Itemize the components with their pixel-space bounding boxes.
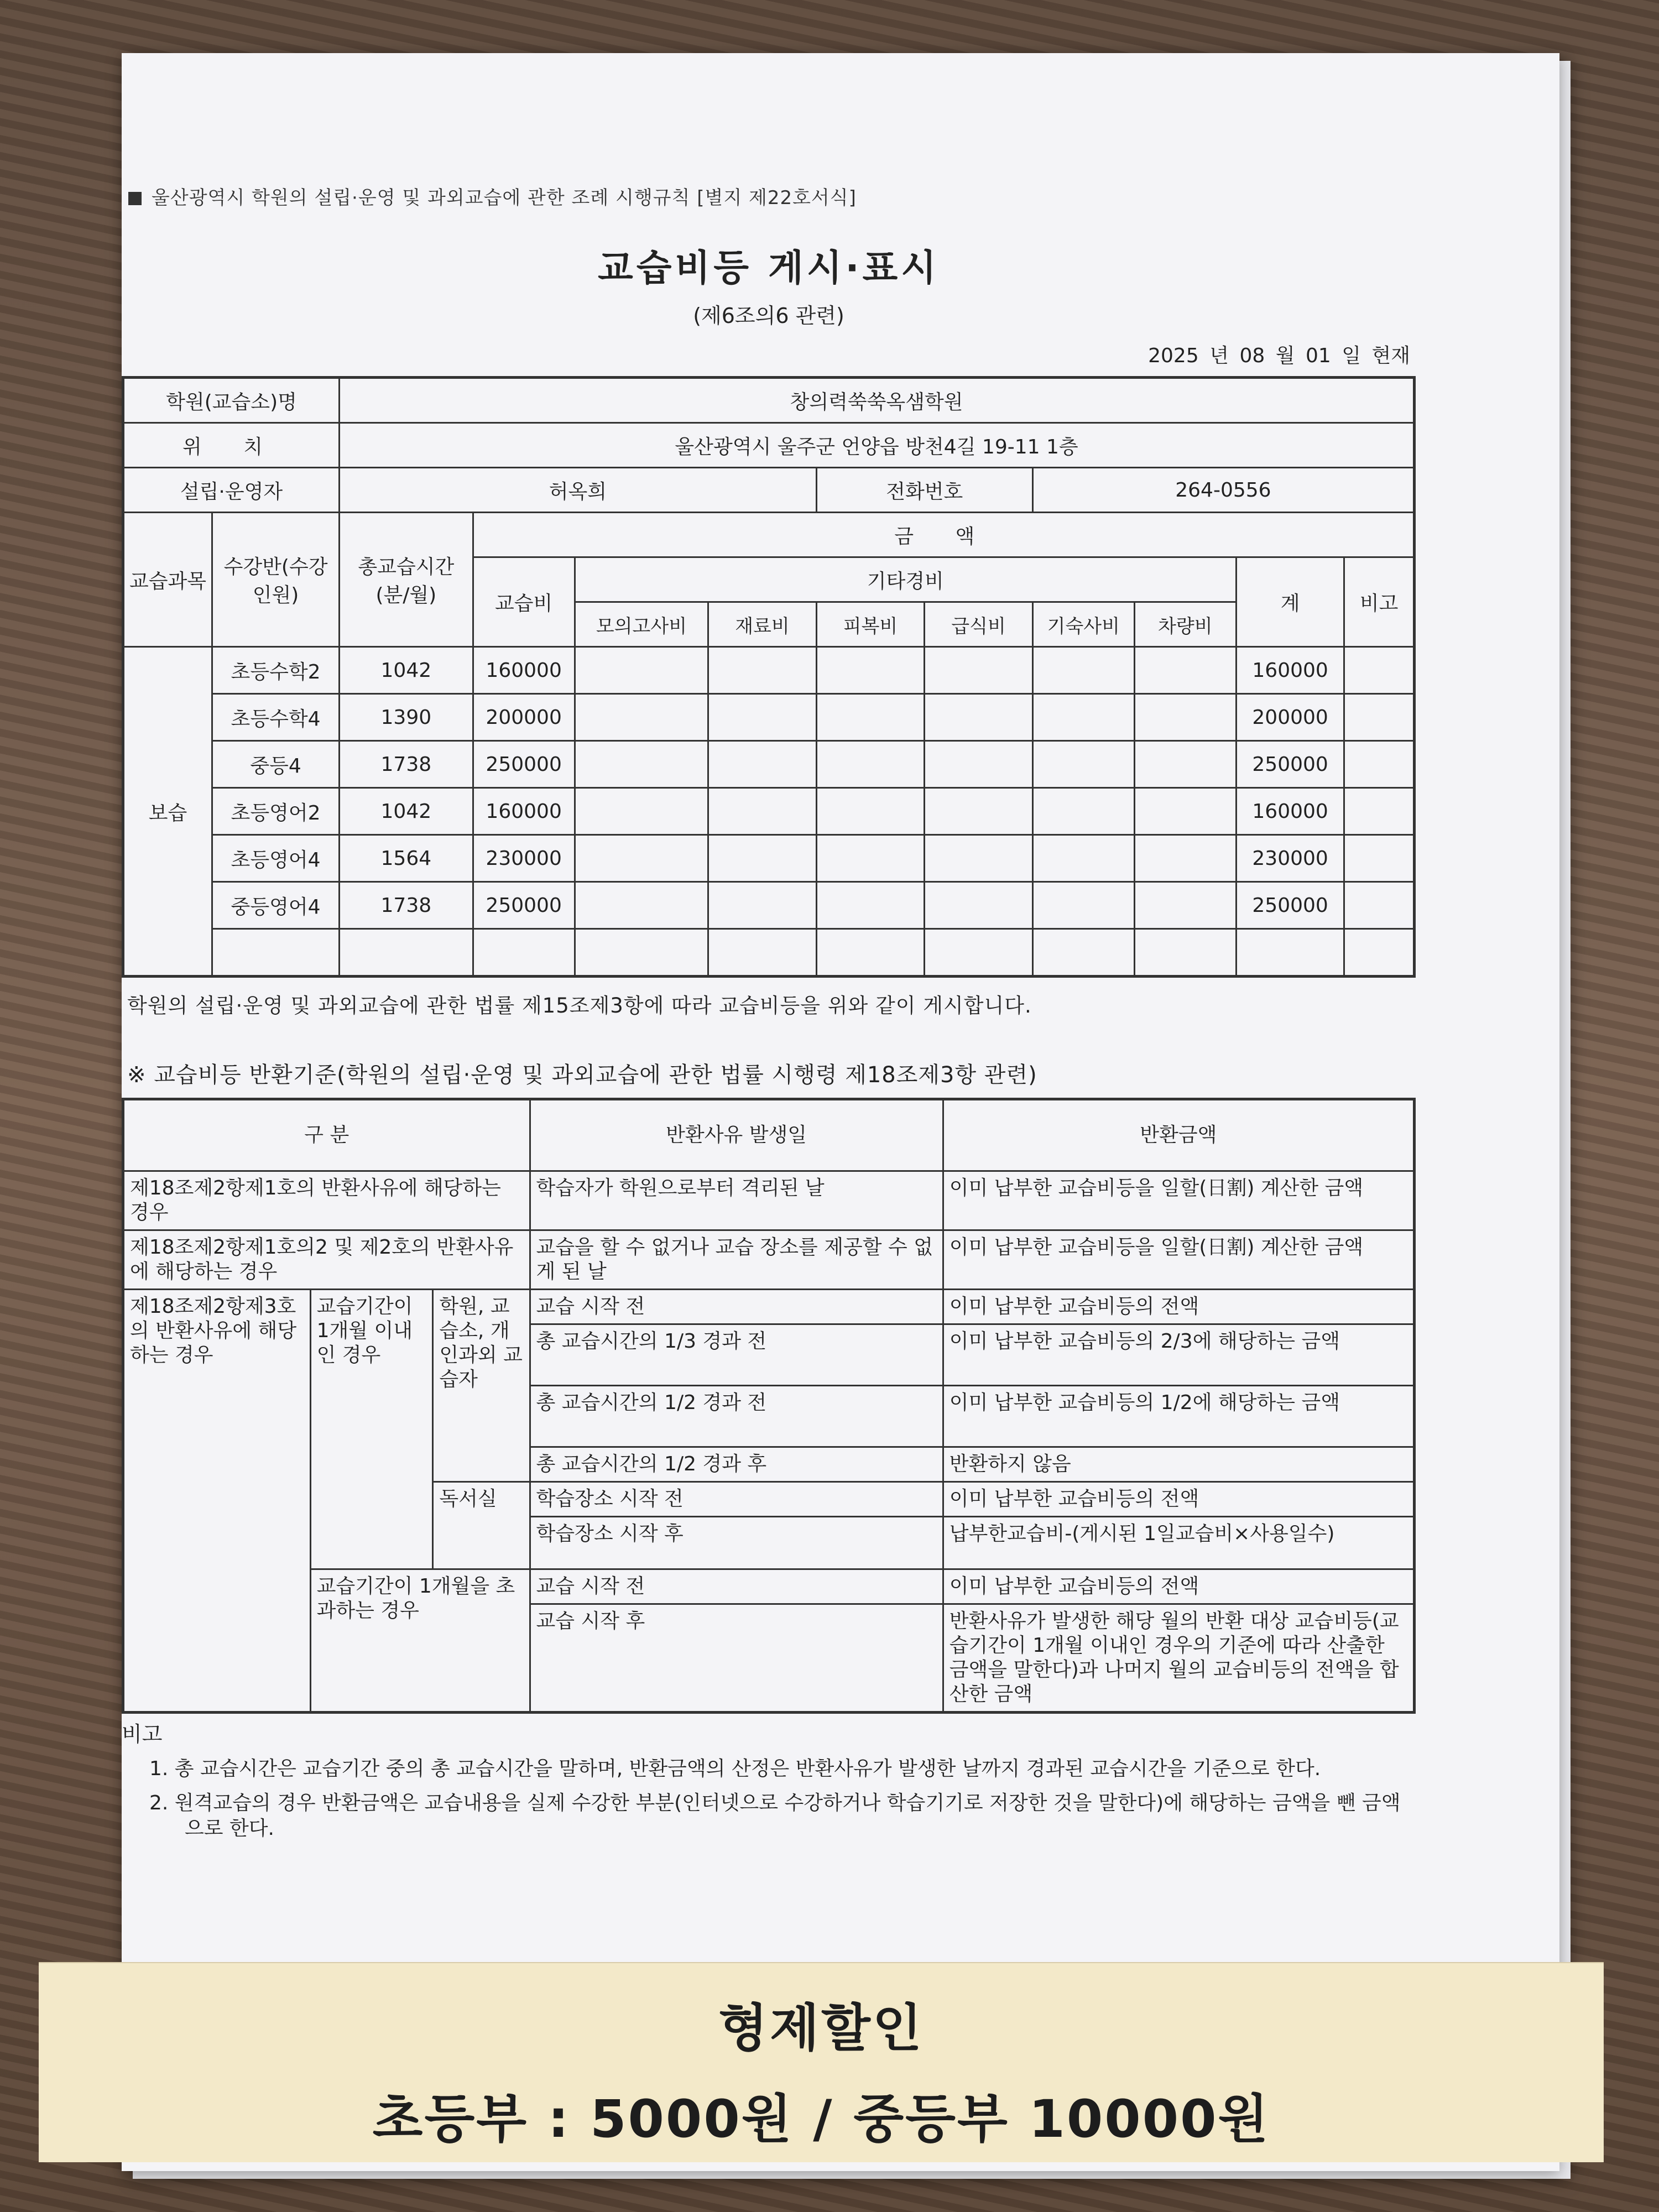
table-row: 중등영어4 1738 250000 250000 — [123, 882, 1415, 929]
total-header: 계 — [1236, 557, 1344, 647]
table-row: 초등수학4 1390 200000 200000 — [123, 694, 1415, 741]
period-over: 교습기간이 1개월을 초과하는 경우 — [310, 1569, 530, 1713]
sticker-prices: 초등부 : 5000원 / 중등부 10000원 — [372, 2089, 1270, 2150]
table-row: 중등4 1738 250000 250000 — [123, 741, 1415, 788]
academy-label: 학원(교습소)명 — [123, 378, 340, 423]
founder-value: 허옥희 — [340, 468, 817, 513]
refund-r3-category: 제18조제2항제3호의 반환사유에 해당하는 경우 — [123, 1290, 311, 1713]
document-content — [122, 182, 1416, 1841]
sticker-title: 형제할인 — [718, 1999, 924, 2058]
table-row: 총 교습시간의 1/2 경과 후 반환하지 않음 — [123, 1447, 1415, 1482]
table-row: 독서실 학습장소 시작 전 이미 납부한 교습비등의 전액 — [123, 1482, 1415, 1517]
tuition-header: 교습비 — [473, 557, 575, 647]
reading-room-type: 독서실 — [433, 1482, 530, 1569]
refund-table — [122, 1098, 1416, 1714]
table-row: 총 교습시간의 1/2 경과 전 이미 납부한 교습비등의 1/2에 해당하는 금액 — [123, 1386, 1415, 1447]
hours-header: 총교습시간(분/월) — [340, 513, 473, 647]
table-row: 초등영어4 1564 230000 230000 — [123, 835, 1415, 882]
period-within: 교습기간이 1개월 이내인 경우 — [310, 1290, 433, 1569]
refund-when-header: 반환사유 발생일 — [530, 1099, 943, 1171]
dorm-header: 기숙사비 — [1032, 602, 1134, 647]
phone-value: 264-0556 — [1032, 468, 1414, 513]
table-row: 제18조제2항제1호의2 및 제2호의 반환사유에 해당하는 경우 교습을 할 수 없거나 교습 장소를 제공할 수 없게 된 날 이미 납부한 교습비등을 일할(日割) 계산한 금액 — [123, 1230, 1415, 1290]
remark-header: 비고 — [1344, 557, 1415, 647]
material-header: 재료비 — [708, 602, 817, 647]
table-row: 총 교습시간의 1/3 경과 전 이미 납부한 교습비등의 2/3에 해당하는 금액 — [123, 1324, 1415, 1386]
header-note: 울산광역시 학원의 설립·운영 및 과외교습에 관한 조례 시행규칙 [별지 제22호서식] — [128, 182, 1416, 210]
refund-category-header: 구 분 — [123, 1099, 530, 1171]
remarks-title: 비고 — [122, 1722, 163, 1746]
table-row: 제18조제2항제1호의 반환사유에 해당하는 경우 학습자가 학원으로부터 격리된 날 이미 납부한 교습비등을 일할(日割) 계산한 금액 — [123, 1171, 1415, 1230]
date-line: 2025 년 08 월 01 일 현재 — [1148, 345, 1410, 367]
academy-type: 학원, 교습소, 개인과외 교습자 — [433, 1290, 530, 1482]
phone-label: 전화번호 — [816, 468, 1032, 513]
location-label: 위 치 — [123, 423, 340, 468]
table-row: 보습 초등수학2 1042 160000 160000 — [123, 647, 1415, 694]
other-header: 기타경비 — [575, 557, 1236, 602]
doc-subtitle: (제6조의6 관련) — [693, 304, 844, 328]
subject-cell: 보습 — [123, 647, 212, 977]
table-row: 교습기간이 1개월을 초과하는 경우 교습 시작 전 이미 납부한 교습비등의 전액 — [123, 1569, 1415, 1604]
refund-heading: ※ 교습비등 반환기준(학원의 설립·운영 및 과외교습에 관한 법률 시행령 제18조제3항 관련) — [127, 1062, 1037, 1088]
uniform-header: 피복비 — [816, 602, 925, 647]
table-row — [123, 929, 1415, 977]
posting-note: 학원의 설립·운영 및 과외교습에 관한 법률 제15조제3항에 따라 교습비등을 위와 같이 게시합니다. — [127, 994, 1032, 1018]
remark-item: 1. 총 교습시간은 교습기간 중의 총 교습시간을 말하며, 반환금액의 산정은 반환사유가 발생한 날까지 경과된 교습시간을 기준으로 한다. — [149, 1757, 1321, 1780]
refund-amount-header: 반환금액 — [943, 1099, 1414, 1171]
vehicle-header: 차량비 — [1134, 602, 1236, 647]
remark-item: 2. 원격교습의 경우 반환금액은 교습내용을 실제 수강한 부분(인터넷으로 수강하거나 학습기기로 저장한 것을 말한다)에 해당하는 금액을 뺀 금액으로 한다. — [149, 1792, 1401, 1840]
meal-header: 급식비 — [925, 602, 1033, 647]
class-header: 수강반(수강인원) — [212, 513, 340, 647]
table-row: 초등영어2 1042 160000 160000 — [123, 788, 1415, 835]
location-value: 울산광역시 울주군 언양읍 방천4길 19-11 1층 — [340, 423, 1415, 468]
fee-table — [122, 376, 1416, 978]
doc-title: 교습비등 게시·표시 — [597, 247, 940, 289]
table-row: 교습 시작 후 반환사유가 발생한 해당 월의 반환 대상 교습비등(교습기간이 1개월 이내인 경우의 기준에 따라 산출한 금액을 말한다)과 나머지 월의 교습비등의 전액을 합산한 금액 — [123, 1604, 1415, 1713]
square-bullet-icon — [128, 192, 142, 205]
subject-header: 교습과목 — [123, 513, 212, 647]
founder-label: 설립·운영자 — [123, 468, 340, 513]
sibling-discount-sticker — [39, 1962, 1604, 2162]
academy-value: 창의력쑥쑥옥샘학원 — [340, 378, 1415, 423]
amount-header: 금 액 — [473, 513, 1414, 557]
table-row: 학습장소 시작 후 납부한교습비-(게시된 1일교습비×사용일수) — [123, 1517, 1415, 1569]
table-row: 제18조제2항제3호의 반환사유에 해당하는 경우 교습기간이 1개월 이내인 경우 학원, 교습소, 개인과외 교습자 교습 시작 전 이미 납부한 교습비등의 전액 — [123, 1290, 1415, 1324]
mock-header: 모의고사비 — [575, 602, 708, 647]
